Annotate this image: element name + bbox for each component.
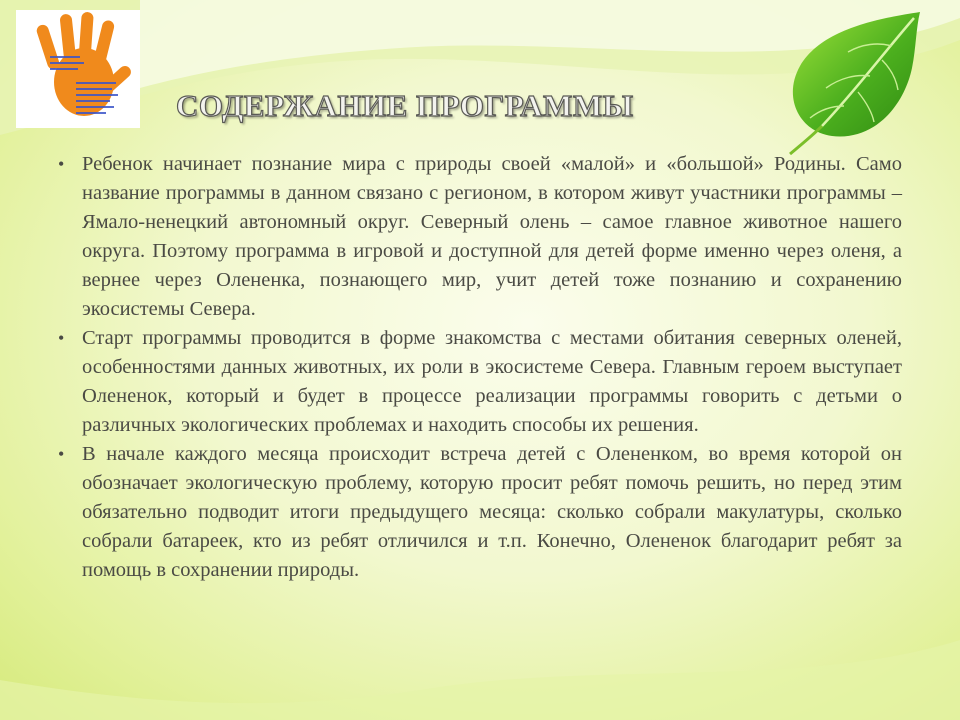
paragraph-text: В начале каждого месяца происходит встреча детей с Олененком, во время которой он обозначает экологическую проблему, которую просит ребят помочь решить, но перед этим обязательно подводит итоги предыдущего месяца: сколько собрали макулатуры, сколько собрали батареек, кто из ребят отличился и т.п. Конечно, Олененок благодарит ребят за помощь в сохранении природы. bbox=[82, 443, 902, 581]
page-title: СОДЕРЖАНИЕ ПРОГРАММЫ bbox=[176, 88, 634, 123]
content-list bbox=[58, 150, 902, 585]
bullet-marker: • bbox=[58, 328, 65, 348]
list-item bbox=[58, 150, 902, 324]
paragraph-text: Ребенок начинает познание мира с природы своей «малой» и «большой» Родины. Само название программы в данном связано с регионом, в котором живут участники программы – Ямало-ненецкий автономный округ. Северный олень – самое главное животное нашего округа. Поэтому программа в игровой и доступной для детей форме именно через оленя, а вернее через Олененка, познающего мир, учит детей тоже познанию и сохранению экосистемы Севера. bbox=[82, 153, 902, 320]
bullet-marker: • bbox=[58, 444, 65, 464]
green-leaf-icon bbox=[782, 8, 932, 156]
bullet-marker: • bbox=[58, 154, 65, 174]
orange-handprint-icon bbox=[16, 10, 140, 128]
list-item bbox=[58, 440, 902, 585]
handprint-logo bbox=[16, 10, 140, 128]
paragraph-text: Старт программы проводится в форме знакомства с местами обитания северных оленей, особенностями данных животных, их роли в экосистеме Севера. Главным героем выступает Олененок, который и будет в процессе реализации программы говорить с детьми о различных экологических проблемах и находить способы их решения. bbox=[82, 327, 902, 436]
list-item bbox=[58, 324, 902, 440]
